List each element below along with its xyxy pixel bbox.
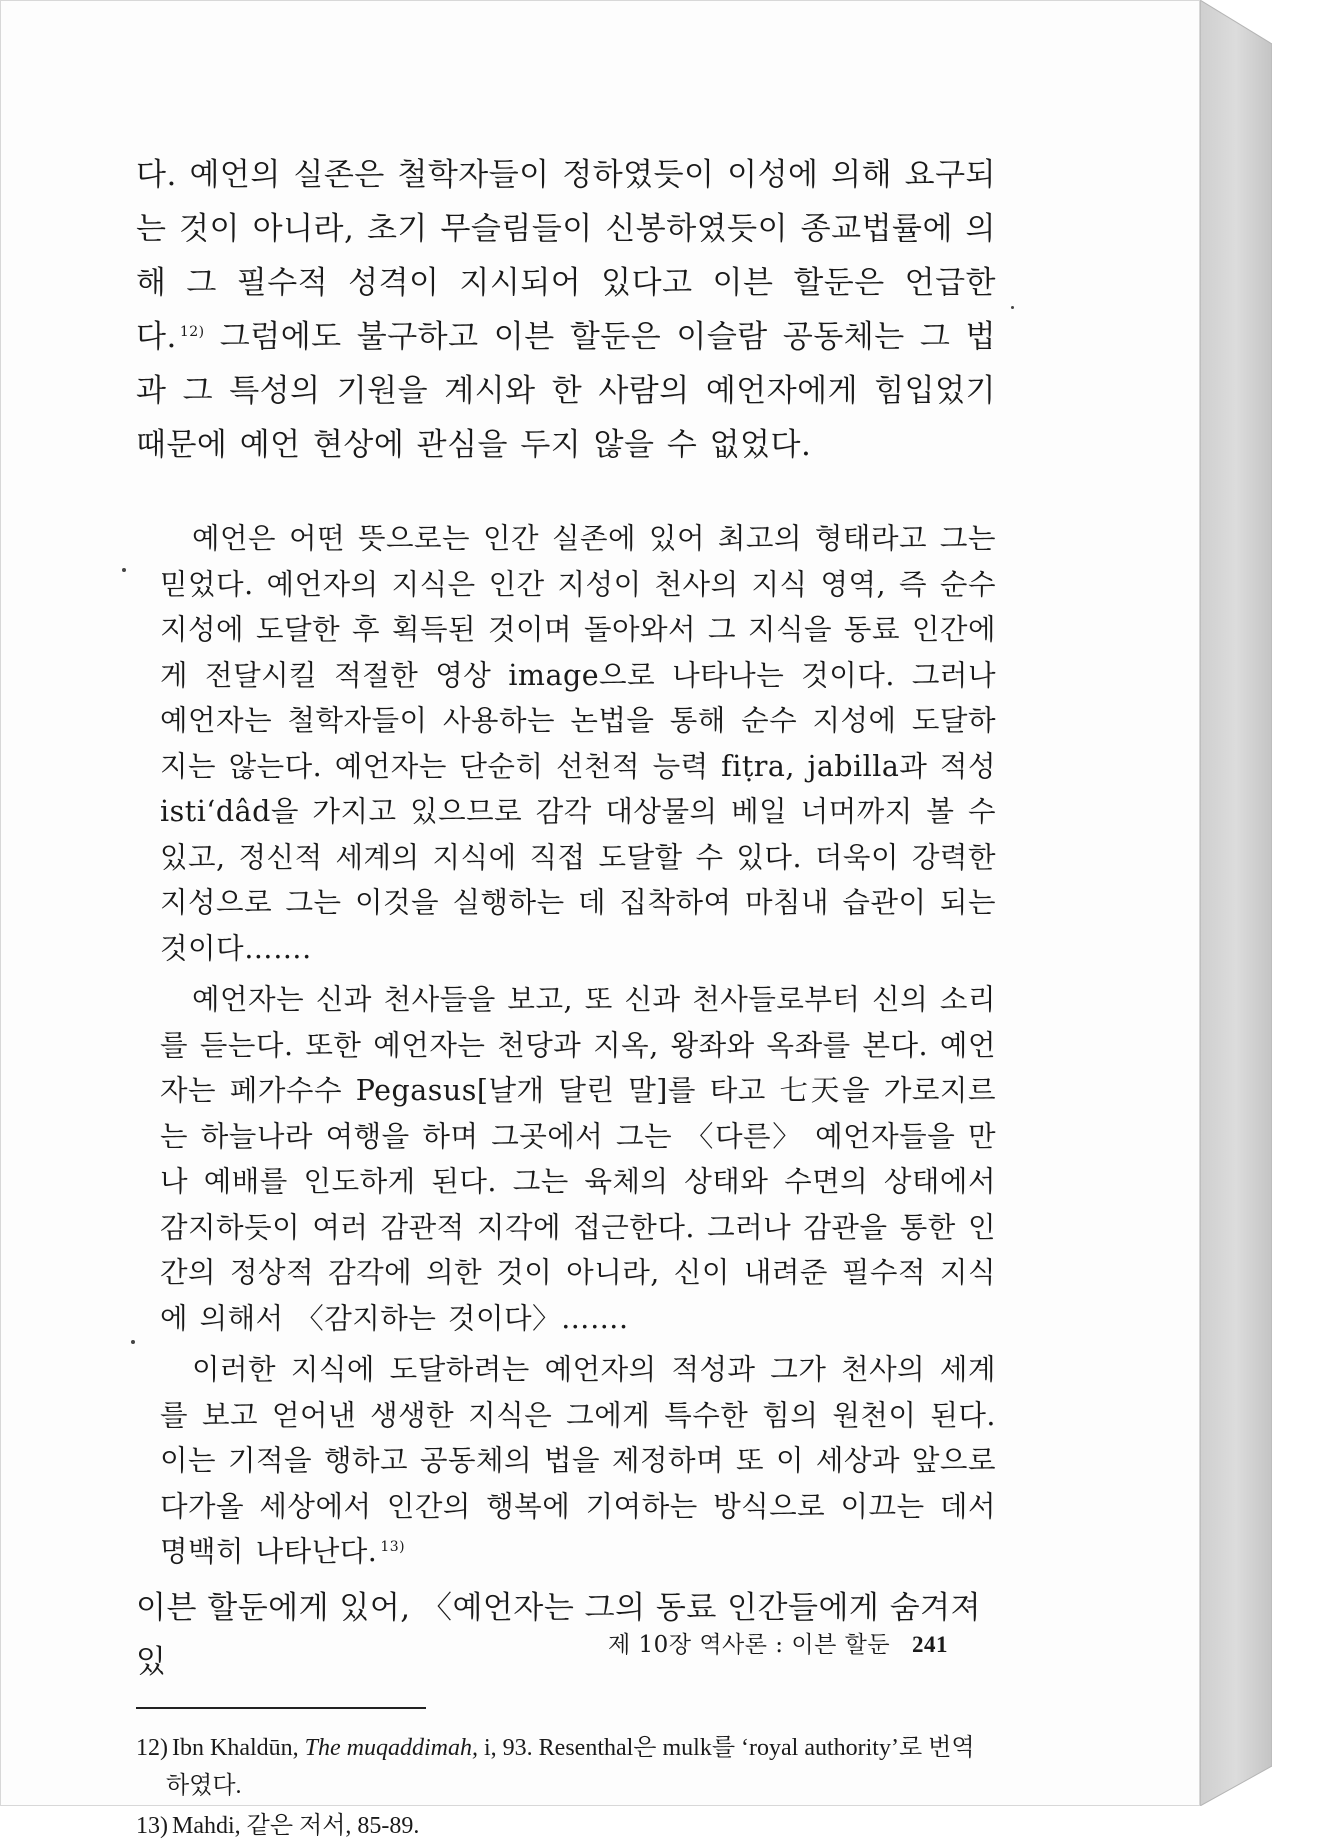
- speck-mark: [122, 568, 126, 572]
- footnote-ref-12: 12): [179, 323, 205, 340]
- speck-mark: [1011, 306, 1014, 309]
- paragraph-1: [136, 148, 996, 472]
- chapter-title: 제 10장 역사론 : 이븐 할둔: [608, 1632, 891, 1658]
- paragraph-1-continuation: 그럼에도 불구하고 이븐 할둔은 이슬람 공동체는 그 법과 그 특성의 기원을 계시와 한 사람의 예언자에게 힘입었기 때문에 예언 현상에 관심을 두지 않을 수 없었다.: [136, 319, 996, 463]
- footnote-12: [136, 1729, 996, 1805]
- footnote-text: Ibn Khaldūn,: [172, 1734, 305, 1761]
- footnote-title-italic: The muqaddimah,: [304, 1734, 478, 1761]
- quote-paragraph-2: 예언자는 신과 천사들을 보고, 또 신과 천사들로부터 신의 소리를 듣는다. 또한 예언자는 천당과 지옥, 왕좌와 옥좌를 본다. 예언자는 페가수수 Pegasus[날개 달린 말]를 타고 七天을 가로지르는 하늘나라 여행을 하며 그곳에서 그는 〈다른〉 예언자들을 만나 예배를 인도하게 된다. 그는 육체의 상태와 수면의 상태에서 감지하듯이 여러 감관적 지각에 접근한다. 그러나 감관을 통한 인간의 정상적 감각에 의한 것이 아니라, 신이 내려준 필수적 지식에 의해서 〈감지하는 것이다〉…….: [160, 983, 996, 1335]
- quote-paragraph-1: 예언은 어떤 뜻으로는 인간 실존에 있어 최고의 형태라고 그는 믿었다. 예언자의 지식은 인간 지성이 천사의 지식 영역, 즉 순수 지성에 도달한 후 획득된 것이며 돌아와서 그 지식을 동료 인간에게 전달시킬 적절한 영상 image으로 나타나는 것이다. 그러나 예언자는 철학자들이 사용하는 논법을 통해 순수 지성에 도달하지는 않는다. 예언자는 단순히 선천적 능력 fiṭra, jabilla과 적성 isti‘dâd을 가지고 있으므로 감각 대상물의 베일 너머까지 볼 수 있고, 정신적 세계의 지식에 직접 도달할 수 있다. 더욱이 강력한 지성으로 그는 이것을 실행하는 데 집착하여 마침내 습관이 되는 것이다…….: [160, 522, 996, 965]
- body-text: [136, 148, 996, 1847]
- page-number: 241: [912, 1632, 949, 1657]
- book-thickness: [1200, 0, 1272, 1806]
- speck-mark: [131, 1340, 135, 1344]
- footnote-number: 13): [136, 1812, 168, 1839]
- running-footer: [608, 1626, 948, 1659]
- footnote-number: 12): [136, 1734, 168, 1761]
- footnote-ref-13: 13): [380, 1538, 406, 1555]
- quote-paragraph-3-text: 이러한 지식에 도달하려는 예언자의 적성과 그가 천사의 세계를 보고 얻어낸 생생한 지식은 그에게 특수한 힘의 원천이 된다. 이는 기적을 행하고 공동체의 법을 제정하며 또 이 세상과 앞으로 다가올 세상에서 인간의 행복에 기여하는 방식으로 이끄는 데서 명백히 나타난다.: [160, 1353, 996, 1568]
- footnote-text: Mahdi, 같은 저서, 85-89.: [172, 1812, 420, 1839]
- paragraph-1-text: 다. 예언의 실존은 철학자들이 정하였듯이 이성에 의해 요구되는 것이 아니라, 초기 무슬림들이 신봉하였듯이 종교법률에 의해 그 필수적 성격이 지시되어 있다고 이븐 할둔은 언급한다.: [136, 157, 996, 355]
- quote-paragraph-3: [160, 1347, 996, 1575]
- footnote-rule: [136, 1707, 426, 1709]
- continuation-line: 이븐 할둔에게 있어, 〈예언자는 그의 동료 인간들에게 숨겨져 있: [136, 1589, 982, 1680]
- block-quote: [160, 516, 996, 1575]
- footnote-13: [136, 1807, 996, 1845]
- footnote-text-rest: i, 93. Resenthal은 mulk를 ‘royal authority’로 번역하였다.: [166, 1734, 975, 1799]
